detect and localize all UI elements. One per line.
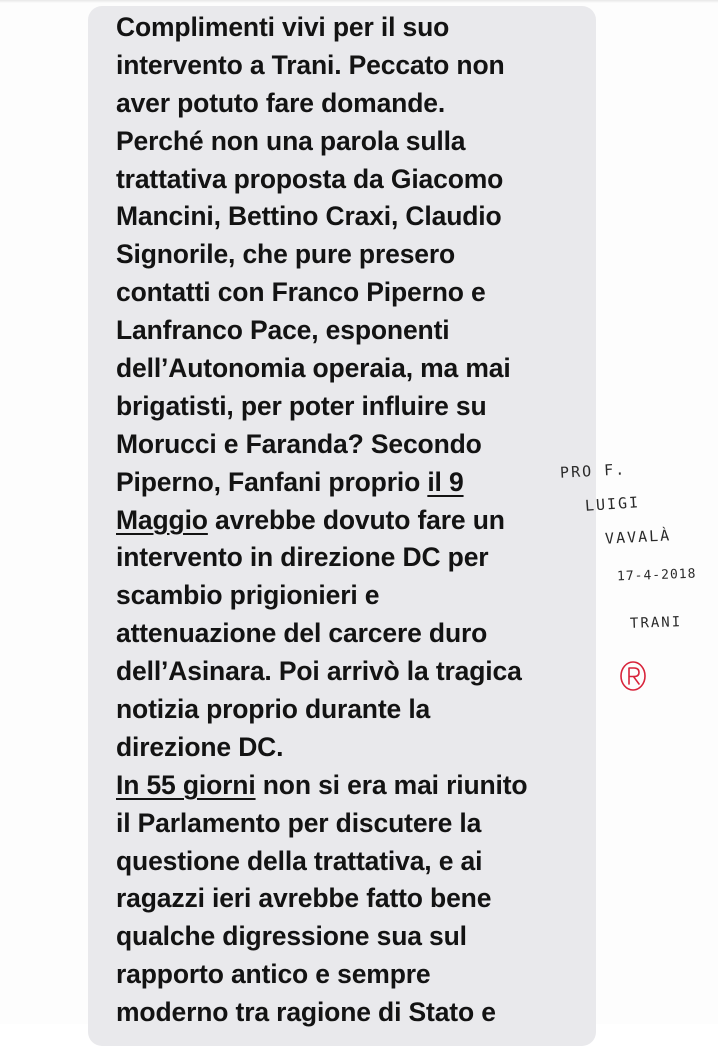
message-line: Mancini, Bettino Craxi, Claudio	[116, 201, 502, 232]
message-text	[116, 9, 586, 1032]
message-line: qualche digressione sua sul	[116, 921, 467, 952]
handwritten-first-name: LUIGI	[584, 493, 641, 515]
message-line: dell’Autonomia operaia, ma mai	[116, 353, 511, 384]
message-line: In 55 giorni non si era mai riunito	[116, 769, 528, 800]
handwritten-place: TRANI	[629, 614, 683, 632]
handwritten-surname: VAVALÀ	[604, 526, 672, 548]
message-line: Piperno, Fanfani proprio il 9	[116, 466, 464, 497]
handwritten-title: PRO F.	[559, 460, 627, 482]
message-line: intervento in direzione DC per	[116, 542, 489, 573]
message-line: brigatisti, per poter influire su	[116, 390, 487, 421]
message-line: rapporto antico e sempre	[116, 959, 431, 990]
message-line: intervento a Trani. Peccato non	[116, 49, 505, 80]
underlined-date: Maggio	[116, 504, 208, 535]
message-line: Morucci e Faranda? Secondo	[116, 428, 482, 459]
message-line: moderno tra ragione di Stato e	[116, 997, 496, 1028]
message-line: contatti con Franco Piperno e	[116, 277, 486, 308]
message-line: direzione DC.	[116, 731, 284, 762]
message-line: dell’Asinara. Poi arrivò la tragica	[116, 656, 522, 687]
scan-edge	[0, 0, 718, 3]
message-line: questione della trattativa, e ai	[116, 845, 483, 876]
message-line: attenuazione del carcere duro	[116, 618, 488, 649]
underlined-date: il 9	[427, 466, 464, 497]
message-line: Signorile, che pure presero	[116, 239, 456, 270]
message-line: trattativa proposta da Giacomo	[116, 163, 504, 194]
underlined-period: In 55 giorni	[116, 769, 256, 800]
message-line: notizia proprio durante la	[116, 694, 431, 725]
message-line: scambio prigionieri e	[116, 580, 380, 611]
message-line: il Parlamento per discutere la	[116, 807, 482, 838]
message-line: Perché non una parola sulla	[116, 125, 466, 156]
message-line: Complimenti vivi per il suo	[116, 12, 450, 42]
message-line: Lanfranco Pace, esponenti	[116, 315, 450, 346]
registered-stamp-icon	[618, 659, 648, 693]
handwritten-date: 17-4-2018	[616, 566, 697, 585]
message-line: aver potuto fare domande.	[116, 87, 446, 118]
message-line: ragazzi ieri avrebbe fatto bene	[116, 883, 492, 914]
message-line: Maggio avrebbe dovuto fare un	[116, 504, 505, 535]
